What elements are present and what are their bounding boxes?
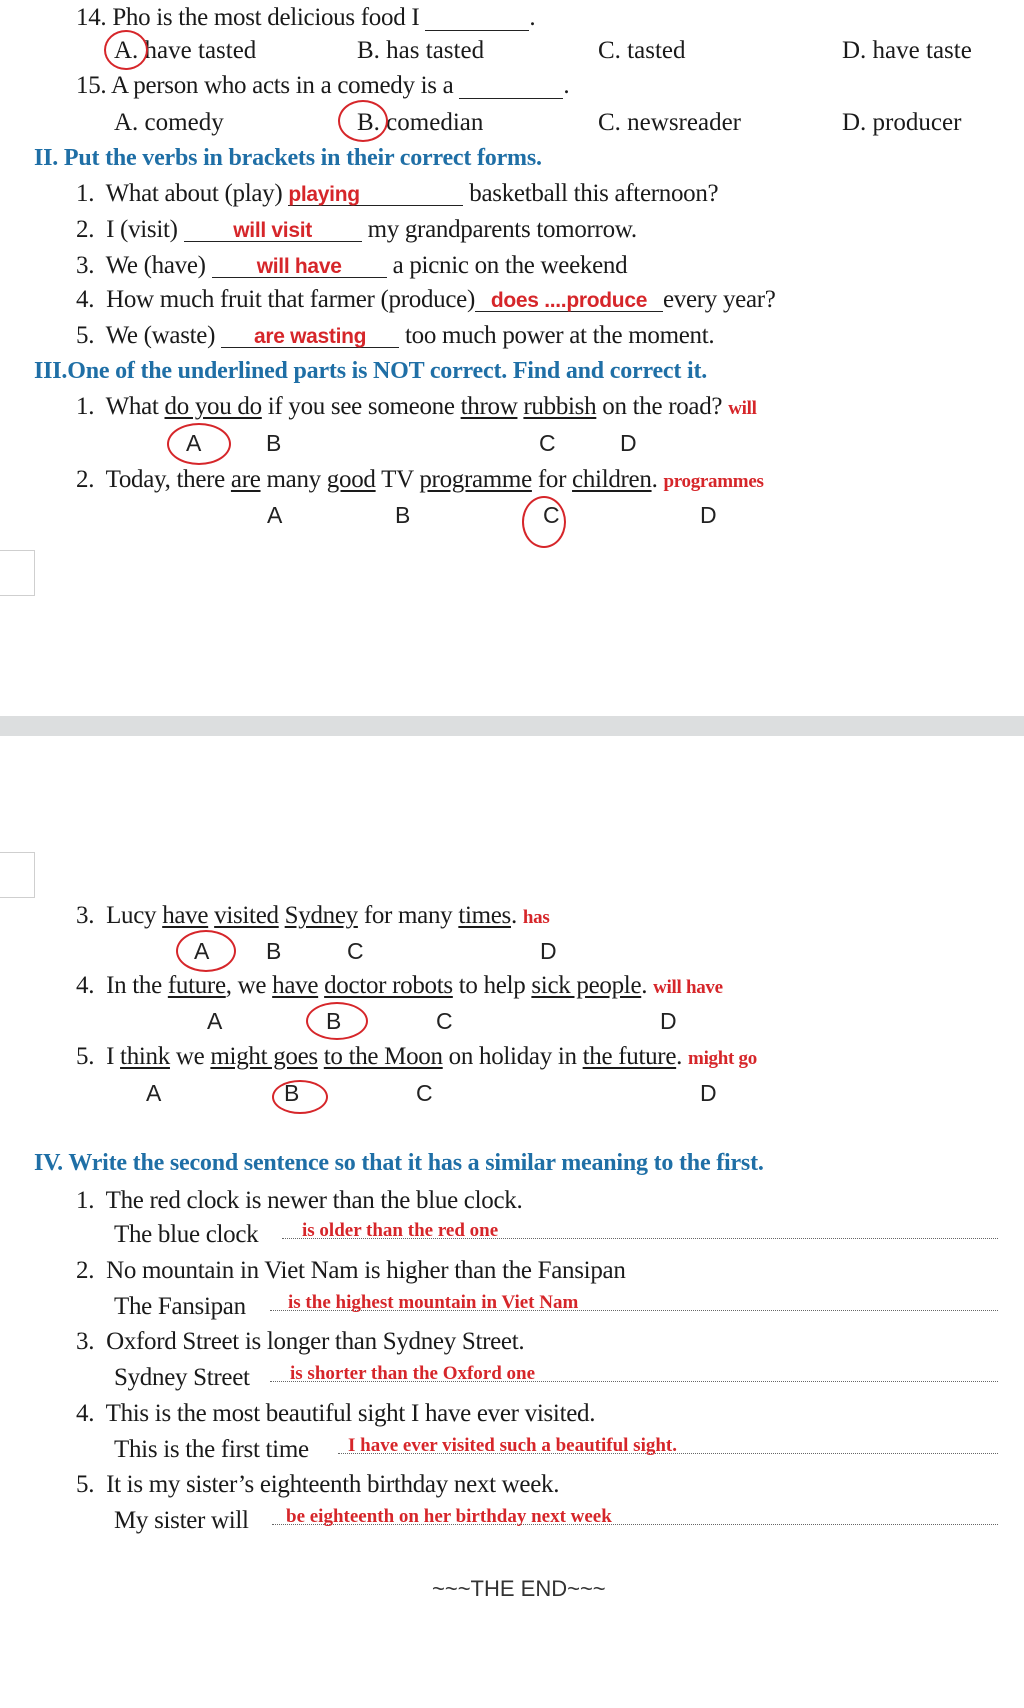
sec2-item-4: 4. How much fruit that farmer (produce) does ....produce every year? [76,286,776,313]
correction: will have [653,977,723,998]
rewrite-answer-5: be eighteenth on her birthday next week [286,1506,612,1527]
sec4-item-5-rewrite: My sister will [114,1507,249,1534]
answer-circle-3-4 [306,1002,368,1040]
sec4-item-3-rewrite: Sydney Street [114,1364,250,1391]
label-c: C [436,1008,453,1034]
label-c: C [416,1080,433,1106]
answer-circle-3-2 [522,496,566,548]
label-d: D [620,430,637,456]
section-4-heading: IV. Write the second sentence so that it has a similar meaning to the first. [34,1150,764,1176]
q15-option-a: A. comedy [114,109,224,136]
q14-stem: 14. Pho is the most delicious food I . [76,4,536,31]
sec4-item-5-sentence: 5. It is my sister’s eighteenth birthday next week. [76,1471,560,1498]
label-a: A [194,938,210,964]
answer-circle-q15 [338,100,388,142]
q15-option-b: B. comedian [357,109,484,136]
answer-circle-3-1 [167,423,231,465]
answer-circle-q14 [104,30,148,70]
correction: might go [688,1048,757,1069]
label-d: D [700,502,717,528]
answer-blank: does ....produce [475,290,663,312]
answer-blank: will visit [184,220,362,242]
answer-circle-3-3 [176,930,236,972]
sec4-item-1-sentence: 1. The red clock is newer than the blue clock. [76,1187,523,1214]
label-b: B [266,430,282,456]
sec4-item-3-sentence: 3. Oxford Street is longer than Sydney Street. [76,1328,525,1355]
sec3-item-1: 1. What do you do if you see someone throw rubbish on the road? will [76,393,757,420]
sec3-item-2: 2. Today, there are many good TV programme for children. programmes [76,466,764,493]
q14-option-c: C. tasted [598,37,686,64]
correction: programmes [663,471,764,492]
sec4-item-1-rewrite: The blue clock [114,1221,259,1248]
label-b: B [266,938,282,964]
rewrite-answer-3: is shorter than the Oxford one [290,1363,536,1384]
q14-option-b: B. has tasted [357,37,485,64]
label-c: C [539,430,556,456]
correction: will [728,398,757,419]
sec2-item-5: 5. We (waste) are wasting too much power at the moment. [76,322,715,349]
q14-option-a: A. have tasted [114,37,257,64]
q15-option-d: D. producer [842,109,962,136]
q14-option-d: D. have taste [842,37,972,64]
sec4-item-4-sentence: 4. This is the most beautiful sight I have ever visited. [76,1400,596,1427]
label-c: C [543,502,560,528]
rewrite-answer-2: is the highest mountain in Viet Nam [288,1292,579,1313]
rewrite-answer-1: is older than the red one [302,1220,499,1241]
correction: has [522,907,550,928]
q15-option-c: C. newsreader [598,109,741,136]
page-corner-mark [0,550,35,596]
label-c: C [347,938,364,964]
answer-circle-3-5 [272,1080,328,1114]
label-a: A [207,1008,223,1034]
q14-blank [425,5,529,31]
label-a: A [186,430,202,456]
sec2-item-1: 1. What about (play) playing basketball this afternoon? [76,180,719,207]
sec3-item-4: 4. In the future, we have doctor robots to help sick people. will have [76,972,723,999]
rewrite-answer-4: I have ever visited such a beautiful sight. [348,1435,678,1456]
page-separator [0,716,1024,736]
section-3-heading: III.One of the underlined parts is NOT correct. Find and correct it. [34,358,708,384]
sec3-item-5: 5. I think we might goes to the Moon on holiday in the future. might go [76,1043,757,1070]
label-a: A [267,502,283,528]
label-b: B [395,502,411,528]
sec4-item-4-rewrite: This is the first time [114,1436,309,1463]
sec3-item-3: 3. Lucy have visited Sydney for many times. has [76,902,550,929]
label-b: B [326,1008,342,1034]
label-d: D [660,1008,677,1034]
label-b: B [284,1080,300,1106]
page-corner-mark [0,852,35,898]
label-d: D [700,1080,717,1106]
answer-blank: playing [288,184,463,206]
answer-blank: will have [212,256,387,278]
label-a: A [146,1080,162,1106]
q15-blank [459,73,563,99]
sec4-item-2-sentence: 2. No mountain in Viet Nam is higher than the Fansipan [76,1257,626,1284]
sec2-item-2: 2. I (visit) will visit my grandparents tomorrow. [76,216,637,243]
label-d: D [540,938,557,964]
sec4-item-2-rewrite: The Fansipan [114,1293,246,1320]
the-end-footer: ~~~THE END~~~ [432,1576,606,1601]
answer-blank: are wasting [221,326,399,348]
sec2-item-3: 3. We (have) will have a picnic on the weekend [76,252,628,279]
section-2-heading: II. Put the verbs in brackets in their correct forms. [34,145,542,171]
q15-stem: 15. A person who acts in a comedy is a . [76,72,570,99]
